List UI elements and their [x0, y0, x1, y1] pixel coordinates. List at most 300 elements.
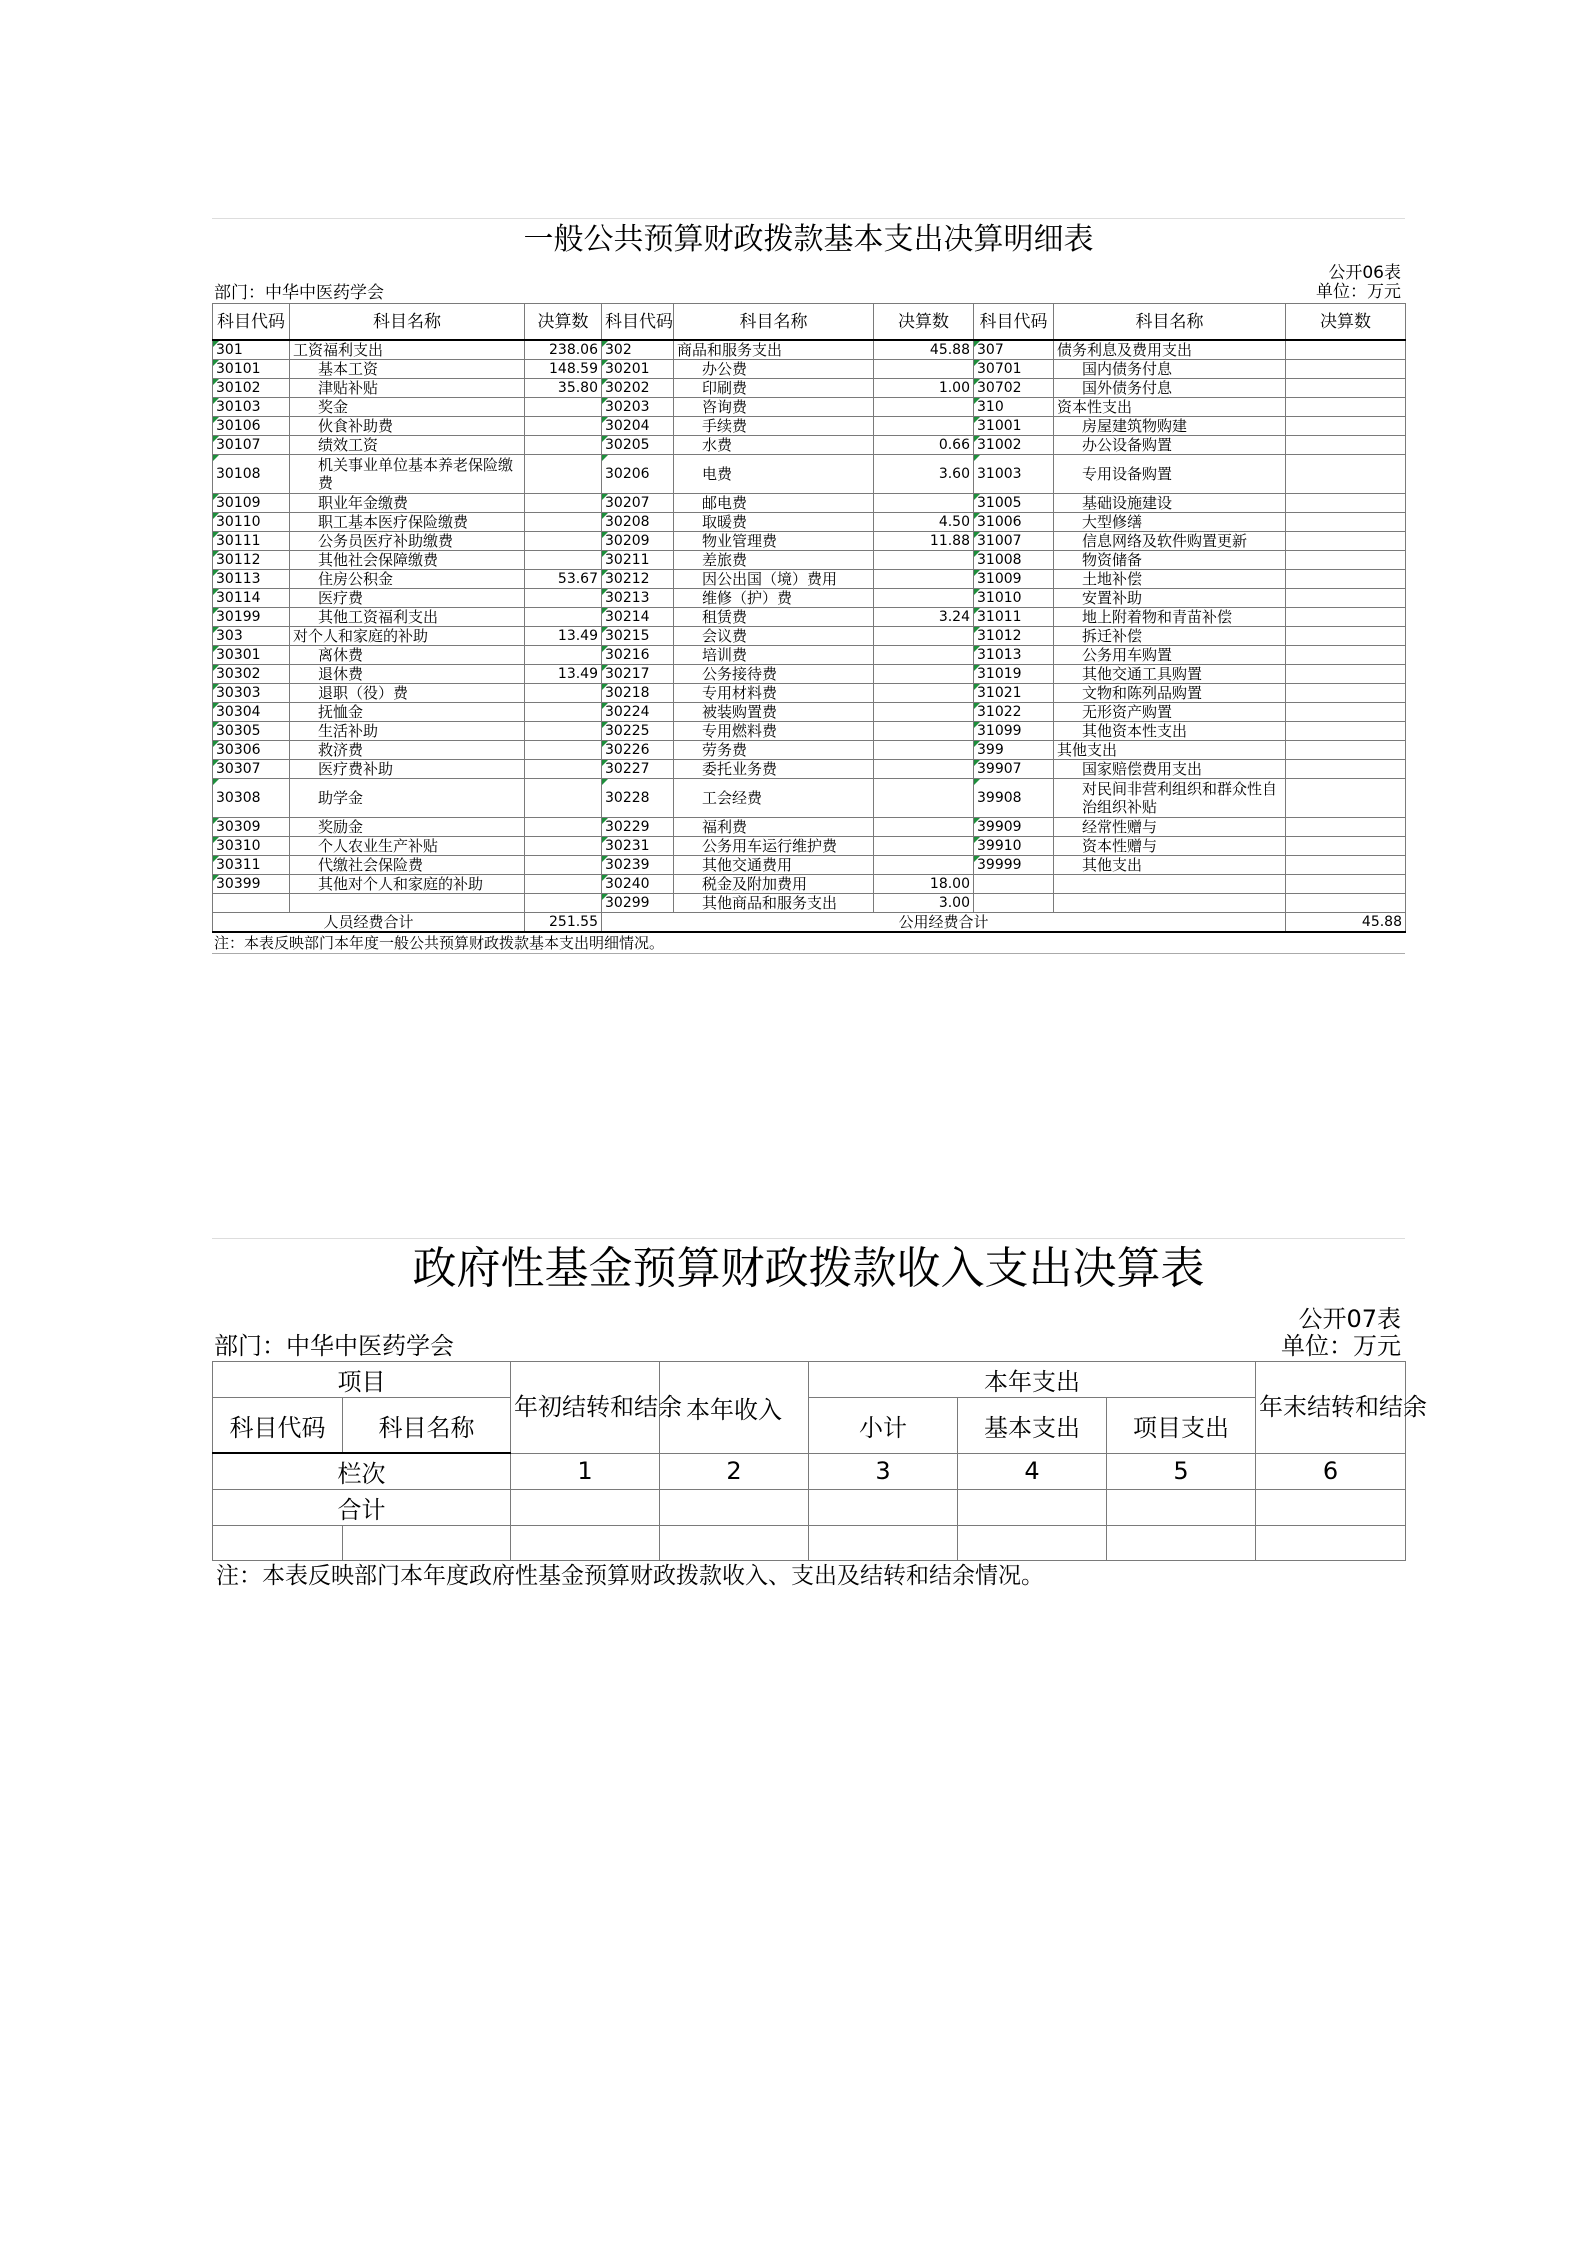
subject-code	[213, 417, 290, 436]
public-total-label: 公用经费合计	[602, 913, 1286, 933]
header-cell: 决算数	[874, 304, 974, 341]
header-code: 科目代码	[213, 1398, 343, 1454]
subject-name: 取暖费	[674, 513, 874, 532]
personnel-total-label: 人员经费合计	[213, 913, 525, 933]
subject-code	[974, 684, 1054, 703]
cell-marker-icon	[974, 494, 980, 500]
subject-code	[974, 436, 1054, 455]
cell-marker-icon	[974, 665, 980, 671]
subject-code	[974, 570, 1054, 589]
table-07-empty-row	[213, 1526, 1406, 1561]
cell-marker-icon	[602, 570, 608, 576]
cell-marker-icon	[213, 665, 219, 671]
subject-code	[974, 551, 1054, 570]
header-cell: 科目名称	[290, 304, 525, 341]
subject-code	[213, 684, 290, 703]
subject-name: 手续费	[674, 417, 874, 436]
subject-code-text: 30211	[605, 552, 650, 568]
table-06-title: 一般公共预算财政拨款基本支出决算明细表	[212, 218, 1405, 261]
table-row	[213, 894, 1406, 913]
subject-code-text: 303	[216, 628, 243, 644]
subject-name: 拆迁补偿	[1054, 627, 1286, 646]
subject-code	[602, 684, 674, 703]
subject-code	[974, 398, 1054, 417]
cell-marker-icon	[974, 779, 980, 785]
amount	[1286, 436, 1406, 455]
total-cell	[660, 1490, 809, 1526]
col-num-1: 1	[511, 1453, 660, 1490]
table-row	[213, 340, 1406, 360]
subject-code	[602, 646, 674, 665]
subject-name: 奖励金	[290, 818, 525, 837]
subject-name: 工资福利支出	[290, 340, 525, 360]
col-num-5: 5	[1107, 1453, 1256, 1490]
amount	[525, 875, 602, 894]
table-07-column-number-row	[213, 1453, 1406, 1490]
subject-name: 对个人和家庭的补助	[290, 627, 525, 646]
subject-code-text: 31012	[977, 628, 1022, 644]
table-row	[213, 703, 1406, 722]
subject-code-text: 39910	[977, 838, 1022, 854]
subject-code-text: 30306	[216, 742, 261, 758]
table-06-dept: 部门：中华中医药学会	[214, 283, 384, 303]
amount	[525, 779, 602, 818]
amount	[525, 436, 602, 455]
subject-code	[213, 340, 290, 360]
subject-code-text: 30218	[605, 685, 650, 701]
table-row	[213, 646, 1406, 665]
subject-name: 个人农业生产补贴	[290, 837, 525, 856]
subject-name: 伙食补助费	[290, 417, 525, 436]
cell-marker-icon	[974, 722, 980, 728]
subject-code-text: 30199	[216, 609, 261, 625]
subject-code	[974, 627, 1054, 646]
subject-code-text: 30202	[605, 380, 650, 396]
total-cell	[809, 1490, 958, 1526]
subject-name: 因公出国（境）费用	[674, 570, 874, 589]
subject-code	[213, 379, 290, 398]
subject-name: 土地补偿	[1054, 570, 1286, 589]
subject-code	[602, 513, 674, 532]
amount	[1286, 722, 1406, 741]
subject-code-text: 31021	[977, 685, 1022, 701]
cell-marker-icon	[974, 436, 980, 442]
table-07-header-row-1	[213, 1362, 1406, 1398]
subject-code	[213, 532, 290, 551]
subject-code	[213, 436, 290, 455]
subject-code	[213, 779, 290, 818]
amount	[1286, 665, 1406, 684]
amount	[1286, 703, 1406, 722]
amount	[1286, 875, 1406, 894]
amount: 3.24	[874, 608, 974, 627]
subject-code	[602, 570, 674, 589]
subject-code	[602, 551, 674, 570]
subject-code	[974, 513, 1054, 532]
amount	[874, 551, 974, 570]
table-07-sheet	[212, 1238, 1428, 1591]
subject-name: 离休费	[290, 646, 525, 665]
subject-code-text: 39908	[977, 790, 1022, 806]
subject-code-text: 30304	[216, 704, 261, 720]
cell-marker-icon	[602, 741, 608, 747]
table-06-total-row	[213, 913, 1406, 933]
subject-code	[213, 627, 290, 646]
cell-marker-icon	[213, 760, 219, 766]
subject-code	[213, 398, 290, 417]
header-cell: 科目名称	[674, 304, 874, 341]
subject-name: 工会经费	[674, 779, 874, 818]
amount	[1286, 570, 1406, 589]
subject-name: 专用燃料费	[674, 722, 874, 741]
amount	[874, 417, 974, 436]
subject-name: 国家赔偿费用支出	[1054, 760, 1286, 779]
cell-marker-icon	[213, 341, 219, 347]
amount: 18.00	[874, 875, 974, 894]
cell-marker-icon	[602, 703, 608, 709]
amount: 53.67	[525, 570, 602, 589]
header-begin-balance: 年初结转和结余	[511, 1362, 660, 1454]
cell-marker-icon	[974, 741, 980, 747]
cell-marker-icon	[602, 875, 608, 881]
amount	[1286, 398, 1406, 417]
table-06	[212, 303, 1406, 933]
amount: 11.88	[874, 532, 974, 551]
subject-code	[974, 532, 1054, 551]
cell-marker-icon	[974, 760, 980, 766]
amount	[1286, 741, 1406, 760]
header-name: 科目名称	[343, 1398, 511, 1454]
subject-name: 其他资本性支出	[1054, 722, 1286, 741]
amount	[1286, 340, 1406, 360]
subject-code-text: 30111	[216, 533, 261, 549]
amount	[1286, 837, 1406, 856]
amount	[874, 570, 974, 589]
amount	[1286, 646, 1406, 665]
amount	[1286, 684, 1406, 703]
total-cell	[1107, 1490, 1256, 1526]
cell-marker-icon	[602, 627, 608, 633]
subject-code	[602, 741, 674, 760]
cell-marker-icon	[974, 589, 980, 595]
amount: 13.49	[525, 665, 602, 684]
table-row	[213, 722, 1406, 741]
subject-name: 地上附着物和青苗补偿	[1054, 608, 1286, 627]
cell-marker-icon	[213, 627, 219, 633]
table-row	[213, 741, 1406, 760]
table-07	[212, 1361, 1428, 1561]
subject-code-text: 30229	[605, 819, 650, 835]
cell-marker-icon	[602, 513, 608, 519]
total-label: 合计	[213, 1490, 511, 1526]
subject-name: 对民间非营利组织和群众性自治组织补贴	[1054, 779, 1286, 818]
cell-marker-icon	[602, 646, 608, 652]
subject-code-text: 399	[977, 742, 1004, 758]
empty-cell	[1256, 1526, 1406, 1561]
cell-marker-icon	[213, 779, 219, 785]
cell-marker-icon	[974, 455, 980, 461]
subject-name: 税金及附加费用	[674, 875, 874, 894]
subject-code	[602, 379, 674, 398]
subject-name: 退休费	[290, 665, 525, 684]
table-06-number: 公开06表	[1328, 262, 1401, 283]
amount: 45.88	[874, 340, 974, 360]
subject-name: 其他交通费用	[674, 856, 874, 875]
subject-name: 其他交通工具购置	[1054, 665, 1286, 684]
subject-name: 办公设备购置	[1054, 436, 1286, 455]
subject-name: 文物和陈列品购置	[1054, 684, 1286, 703]
table-row	[213, 779, 1406, 818]
subject-code	[602, 398, 674, 417]
subject-code-text: 30103	[216, 399, 261, 415]
empty-cell	[958, 1526, 1107, 1561]
amount	[525, 417, 602, 436]
cell-marker-icon	[602, 837, 608, 843]
table-07-note: 注：本表反映部门本年度政府性基金预算财政拨款收入、支出及结转和结余情况。	[216, 1563, 1044, 1589]
amount	[874, 398, 974, 417]
table-07-header-row-2	[213, 1398, 1406, 1454]
subject-code-text: 30231	[605, 838, 650, 854]
subject-code	[213, 894, 290, 913]
subject-code-text: 30201	[605, 361, 650, 377]
amount	[874, 360, 974, 379]
table-07-meta-right	[1281, 1306, 1401, 1361]
cell-marker-icon	[974, 513, 980, 519]
subject-code-text: 31006	[977, 514, 1022, 530]
cell-marker-icon	[602, 494, 608, 500]
subject-name: 其他工资福利支出	[290, 608, 525, 627]
empty-cell	[343, 1526, 511, 1561]
subject-name: 印刷费	[674, 379, 874, 398]
subject-name: 福利费	[674, 818, 874, 837]
cell-marker-icon	[213, 436, 219, 442]
amount	[874, 837, 974, 856]
subject-code	[602, 894, 674, 913]
subject-code	[213, 589, 290, 608]
subject-code	[213, 570, 290, 589]
subject-code-text: 30307	[216, 761, 261, 777]
subject-code	[974, 379, 1054, 398]
table-06-body	[213, 304, 1406, 933]
subject-name: 公务用车运行维护费	[674, 837, 874, 856]
subject-code	[974, 360, 1054, 379]
subject-code	[974, 417, 1054, 436]
amount	[525, 856, 602, 875]
subject-code-text: 31001	[977, 418, 1022, 434]
subject-name: 债务利息及费用支出	[1054, 340, 1286, 360]
amount	[874, 646, 974, 665]
cell-marker-icon	[602, 341, 608, 347]
subject-code-text: 39999	[977, 857, 1022, 873]
subject-code	[602, 532, 674, 551]
amount	[1286, 551, 1406, 570]
subject-name: 公务用车购置	[1054, 646, 1286, 665]
subject-code	[602, 436, 674, 455]
cell-marker-icon	[602, 455, 608, 461]
subject-name: 资本性支出	[1054, 398, 1286, 417]
cell-marker-icon	[974, 570, 980, 576]
subject-code-text: 31005	[977, 495, 1022, 511]
subject-code	[974, 760, 1054, 779]
subject-code	[602, 856, 674, 875]
subject-name: 基本工资	[290, 360, 525, 379]
cell-marker-icon	[974, 684, 980, 690]
subject-name: 抚恤金	[290, 703, 525, 722]
cell-marker-icon	[213, 398, 219, 404]
subject-name: 物资储备	[1054, 551, 1286, 570]
subject-code	[974, 665, 1054, 684]
subject-code-text: 30225	[605, 723, 650, 739]
subject-code-text: 30107	[216, 437, 261, 453]
subject-code-text: 30212	[605, 571, 650, 587]
amount	[874, 589, 974, 608]
amount	[874, 818, 974, 837]
subject-code	[213, 360, 290, 379]
subject-code	[213, 494, 290, 513]
header-cell: 科目名称	[1054, 304, 1286, 341]
subject-code	[602, 722, 674, 741]
subject-code-text: 30309	[216, 819, 261, 835]
amount	[525, 684, 602, 703]
table-row	[213, 665, 1406, 684]
cell-marker-icon	[213, 494, 219, 500]
subject-code-text: 30101	[216, 361, 261, 377]
amount	[874, 856, 974, 875]
subject-code	[602, 627, 674, 646]
subject-name: 绩效工资	[290, 436, 525, 455]
cell-marker-icon	[602, 818, 608, 824]
subject-code-text: 39907	[977, 761, 1022, 777]
empty-cell	[660, 1526, 809, 1561]
subject-code	[602, 665, 674, 684]
subject-name: 资本性赠与	[1054, 837, 1286, 856]
subject-code-text: 30106	[216, 418, 261, 434]
subject-name: 劳务费	[674, 741, 874, 760]
amount: 1.00	[874, 379, 974, 398]
amount	[1286, 856, 1406, 875]
subject-code-text: 31009	[977, 571, 1022, 587]
col-num-6: 6	[1256, 1453, 1406, 1490]
cell-marker-icon	[974, 341, 980, 347]
header-cell: 决算数	[525, 304, 602, 341]
subject-name: 生活补助	[290, 722, 525, 741]
subject-code-text: 30240	[605, 876, 650, 892]
cell-marker-icon	[602, 856, 608, 862]
amount: 238.06	[525, 340, 602, 360]
table-row	[213, 570, 1406, 589]
subject-code-text: 30702	[977, 380, 1022, 396]
subject-code-text: 30203	[605, 399, 650, 415]
subject-code-text: 31008	[977, 552, 1022, 568]
subject-code-text: 30399	[216, 876, 261, 892]
table-06-unit: 单位：万元	[1316, 282, 1401, 303]
subject-code-text: 31010	[977, 590, 1022, 606]
subject-code	[213, 608, 290, 627]
subject-code	[974, 494, 1054, 513]
total-cell	[958, 1490, 1107, 1526]
subject-code	[974, 340, 1054, 360]
cell-marker-icon	[974, 608, 980, 614]
table-row	[213, 627, 1406, 646]
subject-code	[213, 455, 290, 494]
amount	[525, 608, 602, 627]
subject-code-text: 30112	[216, 552, 261, 568]
cell-marker-icon	[602, 589, 608, 595]
subject-name: 国外债务付息	[1054, 379, 1286, 398]
subject-code-text: 307	[977, 342, 1004, 358]
subject-code-text: 30303	[216, 685, 261, 701]
amount: 148.59	[525, 360, 602, 379]
subject-code	[974, 722, 1054, 741]
subject-name: 无形资产购置	[1054, 703, 1286, 722]
amount	[1286, 360, 1406, 379]
subject-code	[213, 722, 290, 741]
subject-code	[602, 818, 674, 837]
cell-marker-icon	[602, 532, 608, 538]
subject-code	[974, 646, 1054, 665]
table-06-note: 注：本表反映部门本年度一般公共预算财政拨款基本支出明细情况。	[212, 933, 1405, 954]
cell-marker-icon	[213, 513, 219, 519]
cell-marker-icon	[974, 360, 980, 366]
cell-marker-icon	[213, 589, 219, 595]
subject-code	[974, 608, 1054, 627]
subject-name: 机关事业单位基本养老保险缴费	[290, 455, 525, 494]
table-07-title: 政府性基金预算财政拨款收入支出决算表	[212, 1238, 1405, 1299]
cell-marker-icon	[602, 684, 608, 690]
subject-code-text: 30302	[216, 666, 261, 682]
subject-name: 基础设施建设	[1054, 494, 1286, 513]
amount	[525, 837, 602, 856]
subject-name: 职工基本医疗保险缴费	[290, 513, 525, 532]
subject-code-text: 30109	[216, 495, 261, 511]
cell-marker-icon	[213, 417, 219, 423]
header-subtotal: 小计	[809, 1398, 958, 1454]
subject-code-text: 39909	[977, 819, 1022, 835]
cell-marker-icon	[974, 627, 980, 633]
subject-code	[974, 837, 1054, 856]
subject-name: 代缴社会保险费	[290, 856, 525, 875]
cell-marker-icon	[974, 532, 980, 538]
subject-name: 助学金	[290, 779, 525, 818]
subject-code-text: 30205	[605, 437, 650, 453]
table-row	[213, 455, 1406, 494]
amount	[1286, 494, 1406, 513]
cell-marker-icon	[213, 741, 219, 747]
cell-marker-icon	[213, 875, 219, 881]
amount	[1286, 779, 1406, 818]
cell-marker-icon	[213, 608, 219, 614]
header-basic: 基本支出	[958, 1398, 1107, 1454]
subject-code	[602, 837, 674, 856]
amount	[525, 646, 602, 665]
table-row	[213, 818, 1406, 837]
subject-code	[213, 837, 290, 856]
cell-marker-icon	[602, 665, 608, 671]
subject-code-text: 31022	[977, 704, 1022, 720]
subject-code	[213, 741, 290, 760]
amount	[1286, 760, 1406, 779]
subject-name: 其他支出	[1054, 741, 1286, 760]
amount	[1286, 589, 1406, 608]
amount	[525, 741, 602, 760]
subject-name: 其他商品和服务支出	[674, 894, 874, 913]
cell-marker-icon	[602, 436, 608, 442]
subject-code-text: 31099	[977, 723, 1022, 739]
empty-cell	[213, 1526, 343, 1561]
header-item: 项目	[213, 1362, 511, 1398]
subject-name: 差旅费	[674, 551, 874, 570]
cell-marker-icon	[602, 779, 608, 785]
